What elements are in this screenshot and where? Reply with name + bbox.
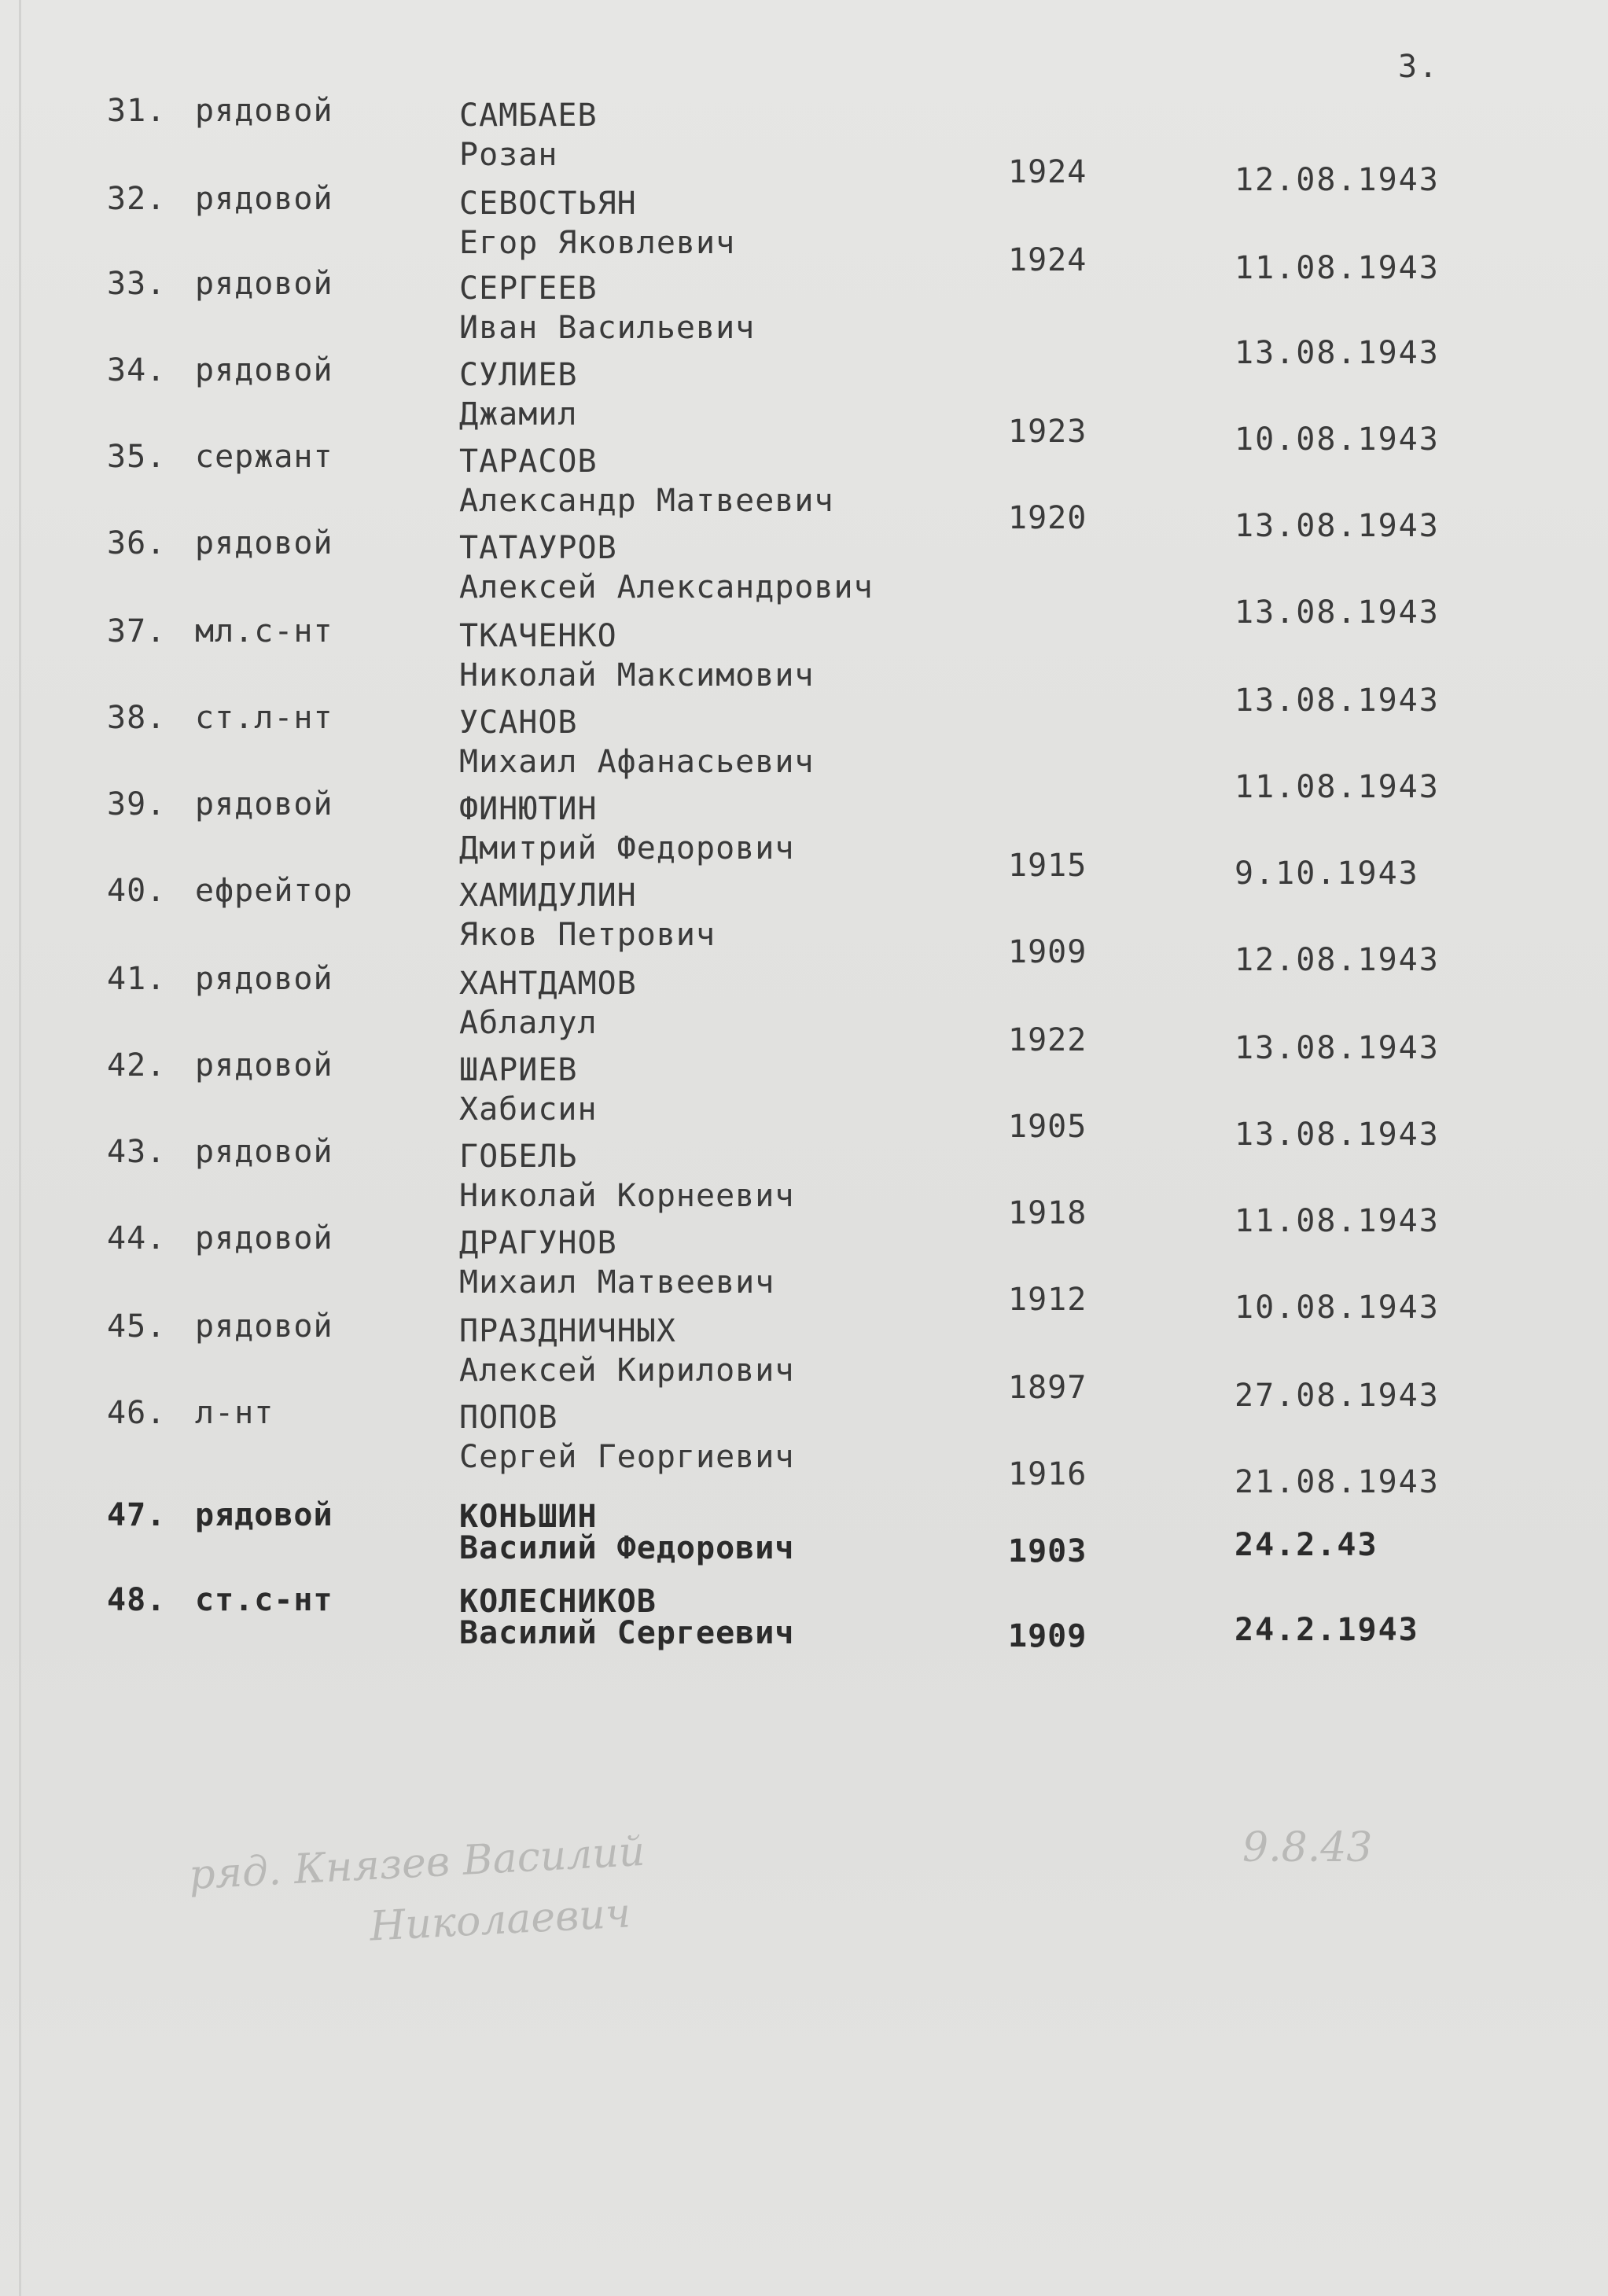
handwritten-note-date: 9.8.43 [1242,1824,1373,1871]
entry-date: 13.08.1943 [1235,683,1440,719]
entry-surname: ТКАЧЕНКО [459,618,617,654]
entry-number: 43. [107,1134,167,1170]
entry-birth-year: 1918 [1008,1195,1087,1231]
entry-birth-year: 1916 [1008,1456,1087,1492]
entry-number: 35. [107,439,167,475]
entry-given-name: Алексей Кирилович [459,1352,795,1389]
entry-date: 27.08.1943 [1235,1378,1440,1414]
entry-rank: рядовой [195,1134,333,1170]
list-item [0,1047,1608,1153]
entry-date: 13.08.1943 [1235,594,1440,631]
entry-date: 13.08.1943 [1235,335,1440,371]
list-item [0,1395,1608,1500]
entry-date: 12.08.1943 [1235,942,1440,978]
entry-given-name: Василий Сергеевич [459,1615,795,1651]
entry-number: 44. [107,1220,167,1257]
entry-surname: ХАМИДУЛИН [459,878,637,914]
entry-number: 37. [107,613,167,649]
entry-rank: рядовой [195,1047,333,1084]
entry-number: 46. [107,1395,167,1431]
entry-given-name: Дмитрий Федорович [459,830,795,867]
list-item [0,93,1608,198]
entry-date: 11.08.1943 [1235,769,1440,805]
entry-surname: ПРАЗДНИЧНЫХ [459,1313,676,1349]
entry-surname: ГОБЕЛЬ [459,1139,578,1175]
entry-given-name: Хабисин [459,1091,598,1128]
entry-number: 31. [107,93,167,129]
entry-date: 11.08.1943 [1235,1203,1440,1239]
list-item [0,1582,1608,1670]
entry-given-name: Николай Корнеевич [459,1178,795,1214]
entry-date: 24.2.1943 [1235,1612,1419,1648]
entry-birth-year: 1905 [1008,1109,1087,1145]
entry-number: 34. [107,352,167,388]
entry-surname: СУЛИЕВ [459,357,578,393]
entry-number: 40. [107,873,167,909]
entry-given-name: Егор Яковлевич [459,225,736,261]
entry-number: 48. [107,1582,167,1618]
entry-birth-year: 1897 [1008,1370,1087,1406]
entry-rank: рядовой [195,1497,333,1533]
entry-given-name: Иван Васильевич [459,310,756,346]
entry-rank: рядовой [195,961,333,997]
entry-given-name: Сергей Георгиевич [459,1439,795,1475]
list-item [0,873,1608,978]
entry-surname: СЕРГЕЕВ [459,270,598,307]
entry-date: 24.2.43 [1235,1527,1378,1563]
entry-rank: рядовой [195,1308,333,1345]
entry-surname: САМБАЕВ [459,98,598,134]
entry-birth-year: 1903 [1008,1533,1087,1569]
entry-given-name: Розан [459,137,558,173]
entry-surname: ХАНТДАМОВ [459,966,637,1002]
entry-given-name: Александр Матвеевич [459,483,834,519]
entry-rank: мл.с-нт [195,613,333,649]
entry-birth-year: 1920 [1008,500,1087,536]
entry-date: 11.08.1943 [1235,250,1440,286]
entry-number: 38. [107,700,167,736]
entry-number: 33. [107,266,167,302]
entry-surname: ПОПОВ [459,1400,558,1436]
entry-surname: КОЛЕСНИКОВ [459,1584,657,1620]
entry-rank: ст.л-нт [195,700,333,736]
entry-given-name: Михаил Матвеевич [459,1264,775,1301]
entry-number: 39. [107,786,167,822]
entry-given-name: Василий Федорович [459,1530,795,1566]
entry-given-name: Яков Петрович [459,917,716,953]
entry-date: 13.08.1943 [1235,1030,1440,1066]
entry-surname: ТАТАУРОВ [459,530,617,566]
entry-birth-year: 1924 [1008,242,1087,278]
entry-birth-year: 1924 [1008,154,1087,190]
entry-birth-year: 1912 [1008,1282,1087,1318]
entry-rank: ст.с-нт [195,1582,333,1618]
entry-date: 13.08.1943 [1235,1117,1440,1153]
entry-given-name: Аблалул [459,1005,598,1041]
entry-rank: сержант [195,439,333,475]
entry-rank: рядовой [195,1220,333,1257]
entry-given-name: Алексей Александрович [459,569,874,605]
entry-number: 47. [107,1497,167,1533]
entry-surname: УСАНОВ [459,705,578,741]
entry-birth-year: 1909 [1008,934,1087,970]
entry-rank: рядовой [195,181,333,217]
entry-given-name: Николай Максимович [459,657,815,694]
entry-rank: ефрейтор [195,873,353,909]
page-number: 3. [1398,49,1440,85]
entry-number: 42. [107,1047,167,1084]
entry-date: 9.10.1943 [1235,855,1419,892]
entry-date: 10.08.1943 [1235,1290,1440,1326]
entry-surname: ТАРАСОВ [459,443,598,480]
entry-rank: рядовой [195,352,333,388]
entry-surname: ФИНЮТИН [459,791,598,827]
entry-rank: л-нт [195,1395,274,1431]
entry-number: 32. [107,181,167,217]
entry-birth-year: 1909 [1008,1618,1087,1654]
entry-number: 45. [107,1308,167,1345]
entry-rank: рядовой [195,266,333,302]
entry-number: 41. [107,961,167,997]
entry-given-name: Михаил Афанасьевич [459,744,815,780]
entry-surname: ДРАГУНОВ [459,1225,617,1261]
entry-rank: рядовой [195,786,333,822]
entry-rank: рядовой [195,525,333,561]
handwritten-note-line2: Николаевич [368,1889,632,1951]
entry-given-name: Джамил [459,396,578,432]
entry-birth-year: 1915 [1008,848,1087,884]
entry-birth-year: 1923 [1008,414,1087,450]
entry-surname: КОНЬШИН [459,1499,598,1535]
entry-date: 12.08.1943 [1235,162,1440,198]
list-item [0,1497,1608,1585]
entry-number: 36. [107,525,167,561]
entry-birth-year: 1922 [1008,1022,1087,1058]
entry-date: 10.08.1943 [1235,421,1440,458]
entry-date: 21.08.1943 [1235,1464,1440,1500]
entry-surname: СЕВОСТЬЯН [459,186,637,222]
entry-date: 13.08.1943 [1235,508,1440,544]
list-item [0,1220,1608,1326]
entry-surname: ШАРИЕВ [459,1052,578,1088]
handwritten-note-line1: ряд. Князев Василий [187,1827,646,1900]
entry-rank: рядовой [195,93,333,129]
